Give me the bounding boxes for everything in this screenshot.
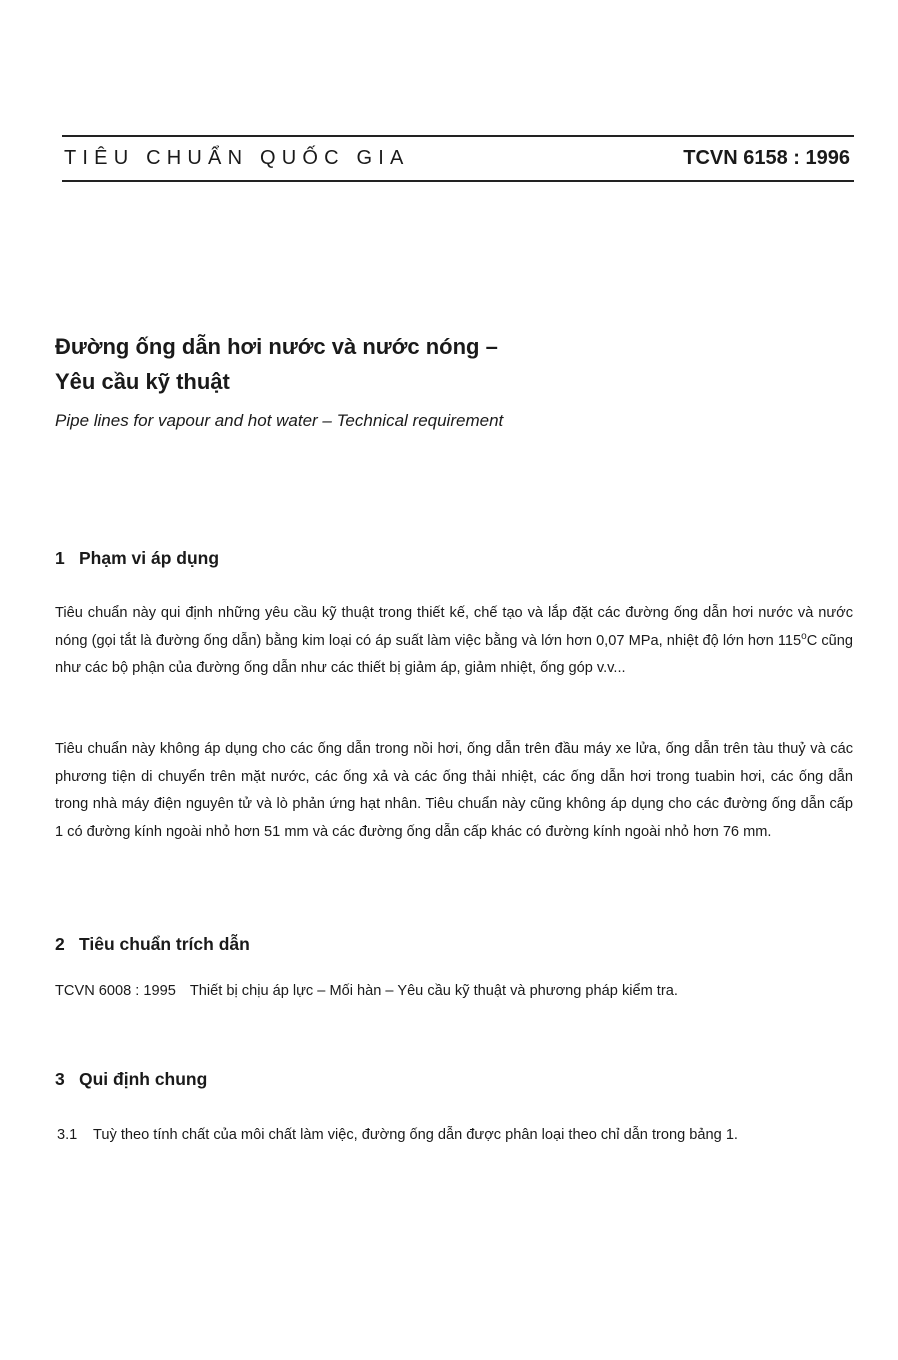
document-title-line1: Đường ống dẫn hơi nước và nước nóng – <box>55 334 498 359</box>
scope-paragraph-2: Tiêu chuẩn này không áp dụng cho các ống dẫn trong nồi hơi, ống dẫn trên đầu máy xe lửa, ống dẫn trên tàu thuỷ và các phương tiện di chuyển trên mặt nước, các ống xả và các ống thải nhiệt, các ống dẫn hơi trong tuabin hơi, các ống dẫn trong nhà máy điện nguyên tử và lò phản ứng hạt nhân. Tiêu chuẩn này cũng không áp dụng cho các đường ống dẫn cấp 1 có đường kính ngoài nhỏ hơn 51 mm và các đường ống dẫn cấp khác có đường kính ngoài nhỏ hơn 76 mm. <box>55 741 853 840</box>
section-heading-2 <box>55 934 250 955</box>
section-heading-3 <box>55 1069 207 1090</box>
clause-text: Tuỳ theo tính chất của môi chất làm việc, đường ống dẫn được phân loại theo chỉ dẫn trong bảng 1. <box>93 1127 738 1143</box>
scope-paragraph-1-text-cont: C cũng như các bộ phận của đường ống dẫn như các thiết bị giảm áp, giảm nhiệt, ống góp v.v... <box>55 632 853 676</box>
section-title: Phạm vi áp dụng <box>79 548 220 568</box>
section-number: 3 <box>55 1069 65 1089</box>
section-heading-1 <box>55 548 219 569</box>
standard-series-label: TIÊU CHUẨN QUỐC GIA <box>64 147 410 169</box>
reference-code: TCVN 6008 : 1995 <box>55 983 176 999</box>
section-title: Tiêu chuẩn trích dẫn <box>79 934 250 954</box>
section-number: 2 <box>55 934 65 954</box>
scope-paragraph-1-text: Tiêu chuẩn này qui định những yêu cầu kỹ thuật trong thiết kế, chế tạo và lắp đặt các đường ống dẫn hơi nước và nước nóng (gọi tắt là đường ống dẫn) bằng kim loại có áp suất làm việc bằng và lớn hơn 0,07 MPa, nhiệt độ lớn hơn 115 <box>55 605 853 649</box>
section-title: Qui định chung <box>79 1069 208 1089</box>
clause-number: 3.1 <box>57 1127 78 1143</box>
document-title-line2: Yêu cầu kỹ thuật <box>55 369 230 394</box>
clause-3-1 <box>57 1127 738 1143</box>
scope-paragraph-1 <box>55 600 853 683</box>
reference-title: Thiết bị chịu áp lực – Mối hàn – Yêu cầu kỹ thuật và phương pháp kiểm tra. <box>189 983 678 999</box>
header-bottom-rule <box>62 180 854 182</box>
standard-code: TCVN 6158 : 1996 <box>683 147 850 169</box>
degree-superscript: o <box>801 630 807 642</box>
header-top-rule <box>62 135 854 137</box>
section-number: 1 <box>55 548 65 568</box>
document-title-english: Pipe lines for vapour and hot water – Technical requirement <box>55 411 504 430</box>
normative-reference <box>55 983 678 999</box>
